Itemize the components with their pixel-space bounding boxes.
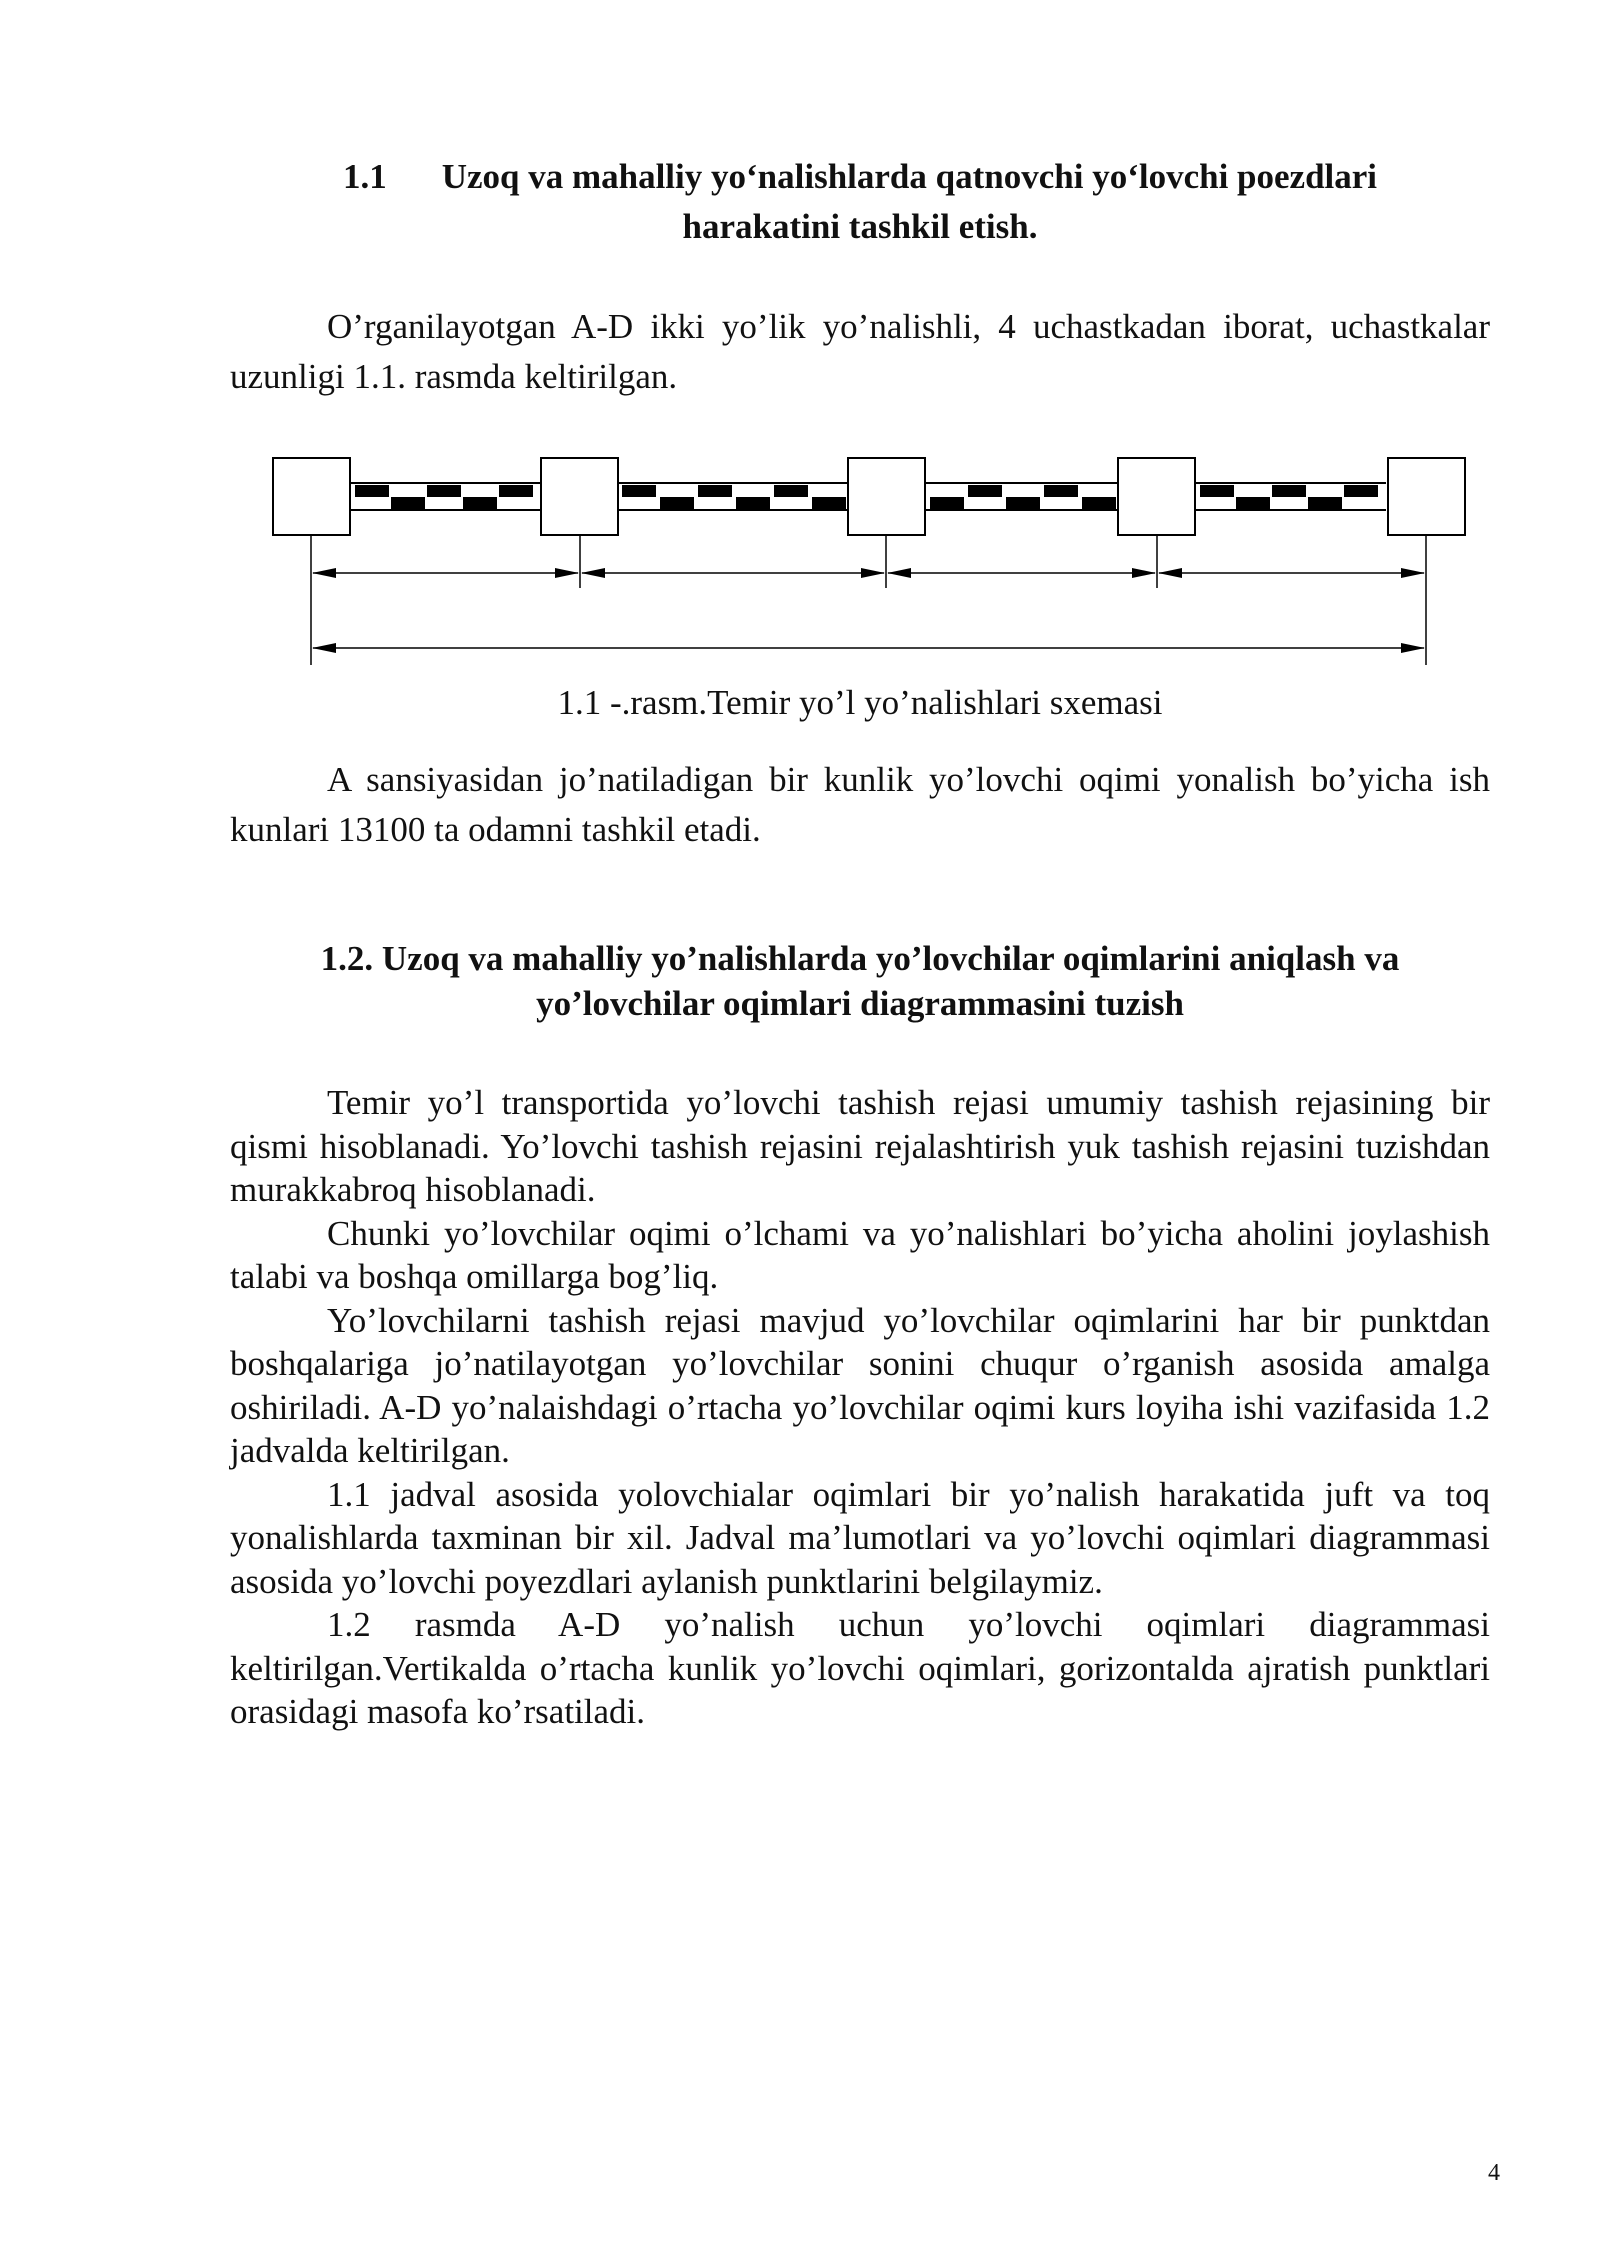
- section-title-line2: harakatini tashkil etish.: [682, 207, 1038, 246]
- dimension-extension-lines: [311, 535, 1426, 665]
- railway-route-scheme: [0, 0, 1600, 700]
- track-segment-4: [1196, 483, 1386, 510]
- section-number: 1.1: [342, 157, 387, 196]
- station-box-e: [1388, 458, 1465, 535]
- track-segment-3: [926, 483, 1118, 510]
- section-title-line1: Uzoq va mahalliy yo‘nalishlarda qatnovchi yo‘lovchi poezdlari: [441, 157, 1378, 196]
- body-paragraph: Temir yo’l transportida yo’lovchi tashish rejasi umumiy tashish rejasining bir qismi hisoblanadi. Yo’lovchi tashish rejasini rejalashtirish yuk tashish rejasini tuzishdan murakkabroq hisoblanadi.: [230, 1083, 1490, 1209]
- flow-paragraph: A sansiyasidan jo’natiladigan bir kunlik yo’lovchi oqimi yonalish bo’yicha ish kunlari 13100 ta odamni tashkil etadi.: [230, 760, 1490, 849]
- station-box-c: [848, 458, 925, 535]
- track-segment-1: [350, 483, 540, 510]
- track-segment-2: [618, 483, 848, 510]
- station-box-b: [541, 458, 618, 535]
- page-number: 4: [1488, 2160, 1500, 2186]
- intro-paragraph: O’rganilayotgan A-D ikki yo’lik yo’nalishli, 4 uchastkadan iborat, uchastkalar uzunligi 1.1. rasmda keltirilgan.: [230, 307, 1490, 396]
- figure-caption: 1.1 -.rasm.Temir yo’l yo’nalishlari sxemasi: [557, 683, 1163, 722]
- section-heading-2: [230, 936, 1490, 1026]
- body-paragraph: 1.1 jadval asosida yolovchialar oqimlari bir yo’nalish harakatida juft va toq yonalishlarda taxminan bir xil. Jadval ma’lumotlari va yo’lovchi oqimlari diagrammasi asosida yo’lovchi poyezdlari aylanish punktlarini belgilaymiz.: [230, 1474, 1490, 1601]
- body-text: [230, 1081, 1490, 1734]
- station-box-d: [1118, 458, 1195, 535]
- body-paragraph: 1.2 rasmda A-D yo’nalish uchun yo’lovchi oqimlari diagrammasi keltirilgan.Vertikalda o’rtacha kunlik yo’lovchi oqimlari, gorizontalda ajratish punktlari orasidagi masofa ko’rsatiladi.: [230, 1605, 1490, 1731]
- body-paragraph: Yo’lovchilarni tashish rejasi mavjud yo’lovchilar oqimlarini har bir punktdan boshqalariga jo’natilayotgan yo’lovchilar sonini chuqur o’rganish asosida amalga oshiriladi. A-D yo’nalaishdagi o’rtacha yo’lovchilar oqimi kurs loyiha ishi vazifasida 1.2 jadvalda keltirilgan.: [230, 1300, 1490, 1470]
- section2-title-line2: yo’lovchilar oqimlari diagrammasini tuzish: [536, 984, 1184, 1023]
- section2-title-line1: 1.2. Uzoq va mahalliy yo’nalishlarda yo’lovchilar oqimlarini aniqlash va: [320, 939, 1400, 978]
- body-paragraph: Chunki yo’lovchilar oqimi o’lchami va yo’nalishlari bo’yicha aholini joylashish talabi va boshqa omillarga bog’liq.: [230, 1213, 1490, 1296]
- station-box-a: [273, 458, 350, 535]
